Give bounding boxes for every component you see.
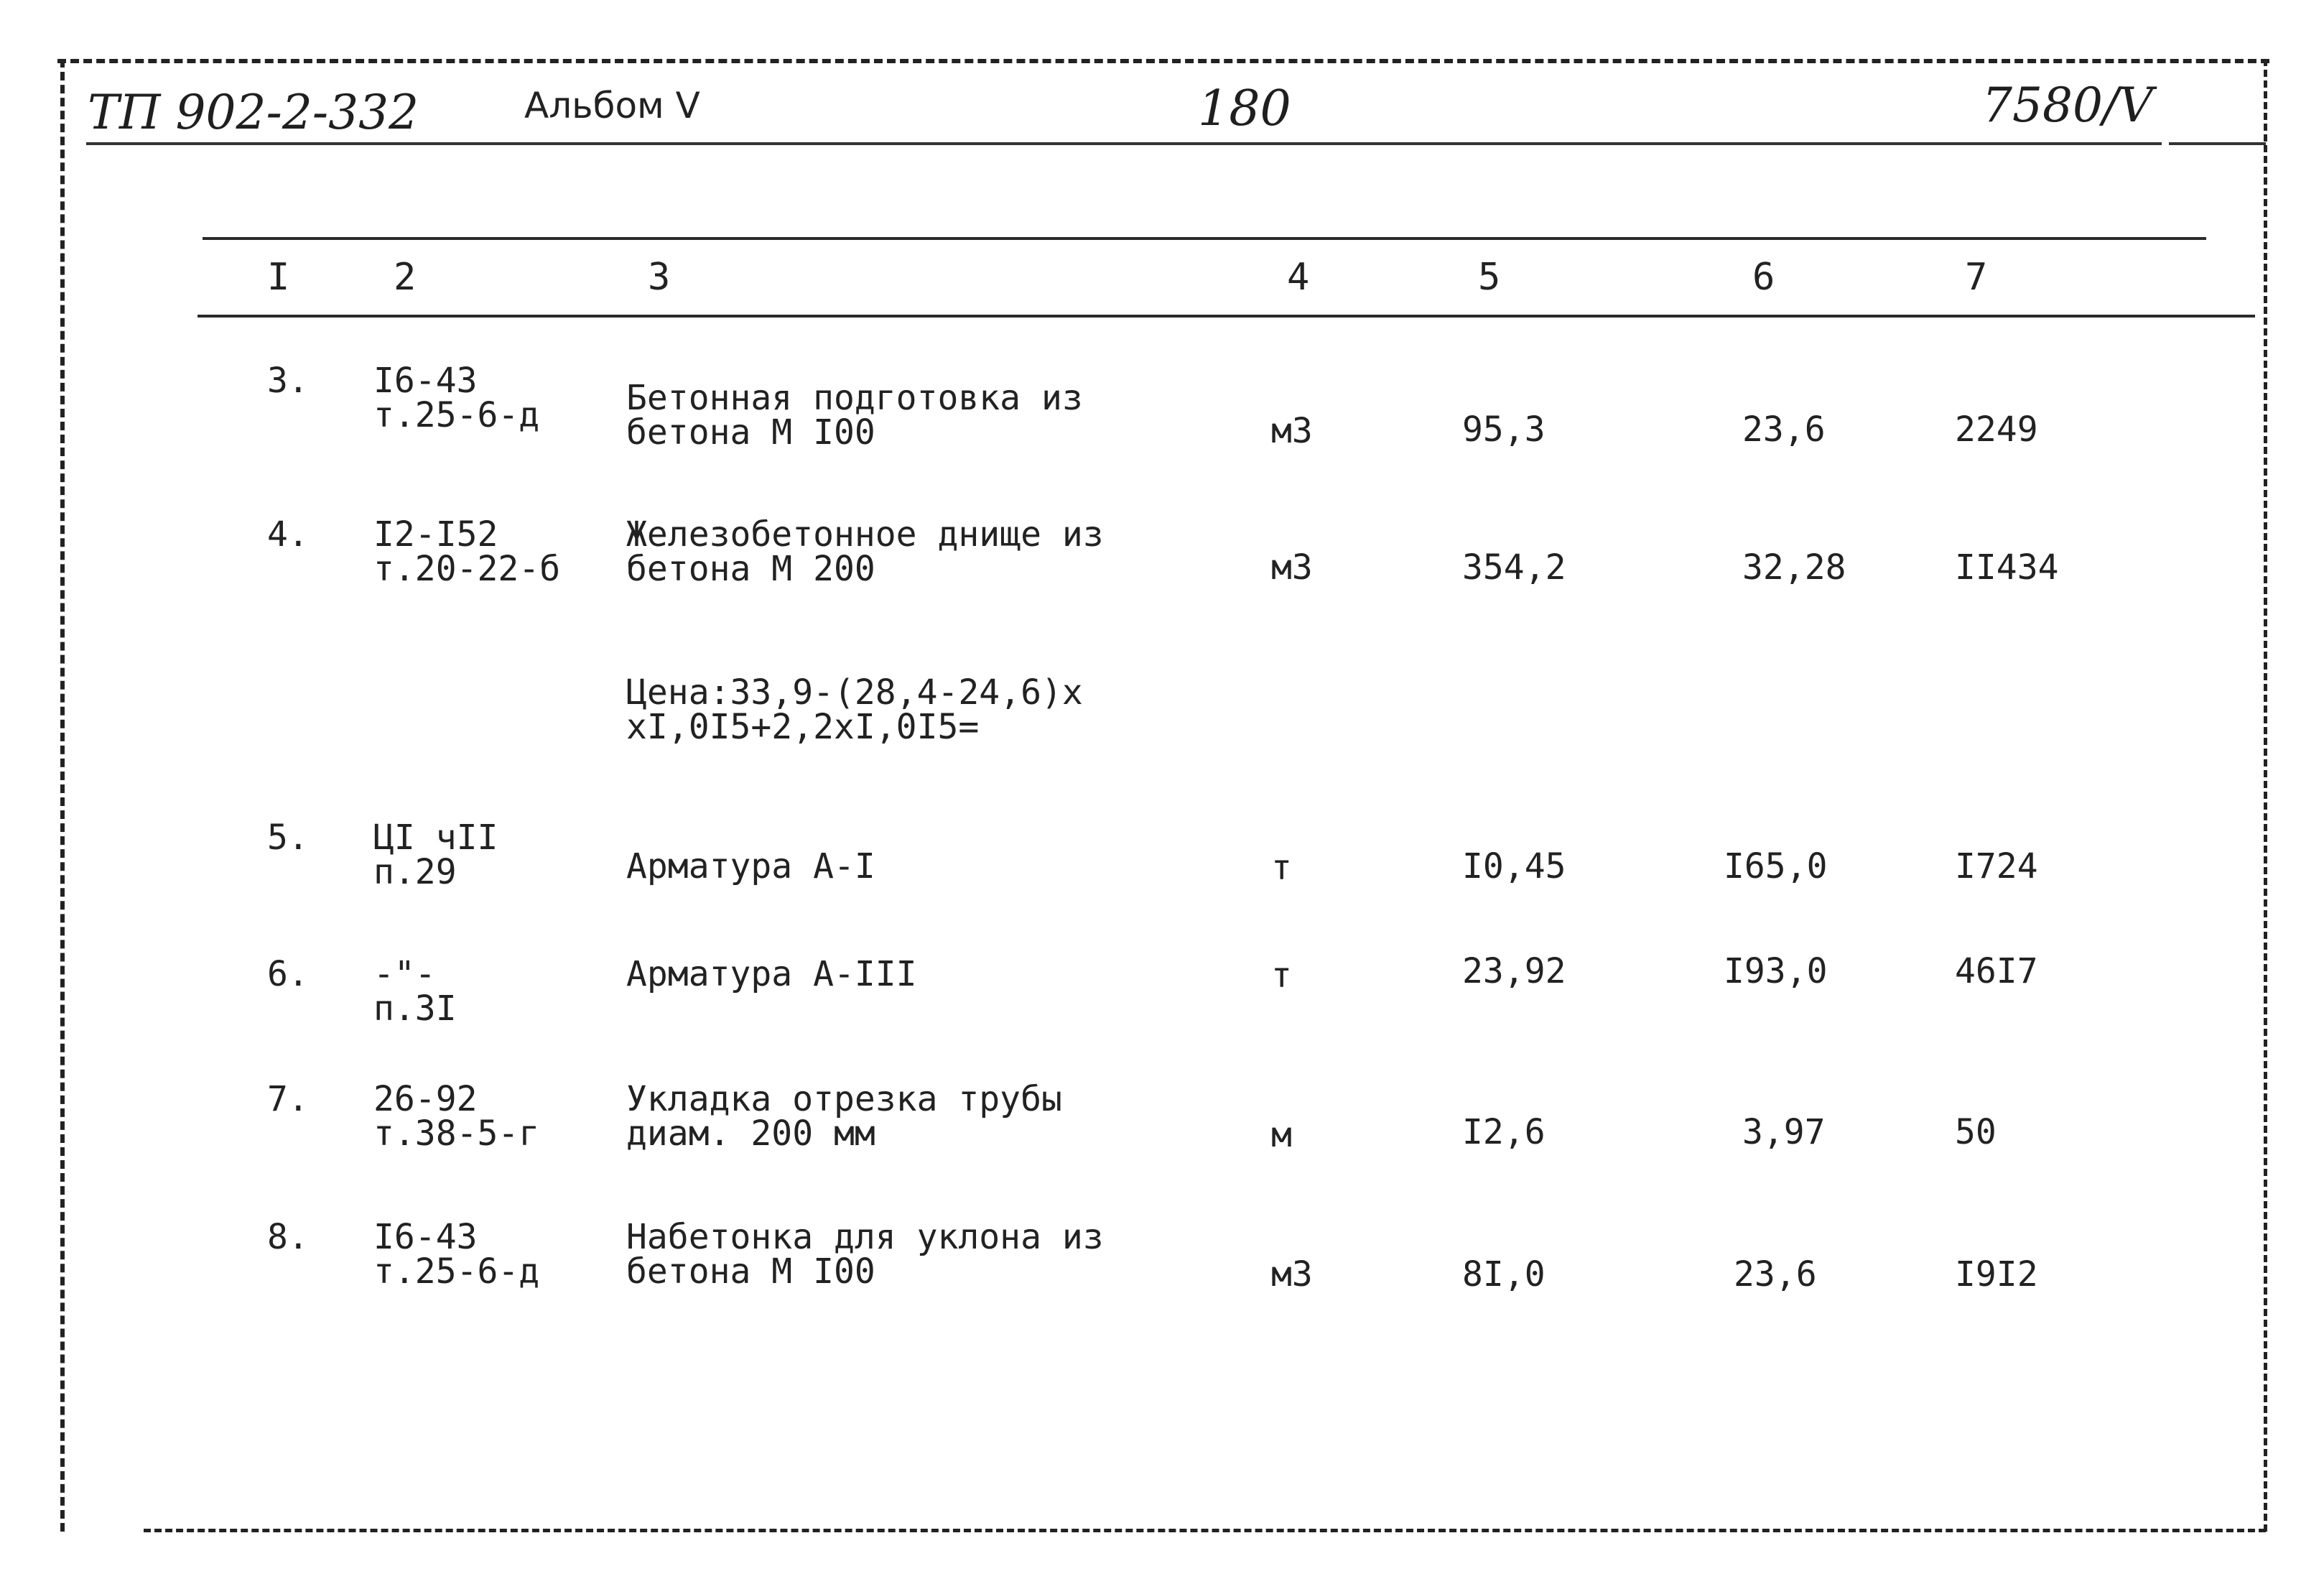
row-number: 4. bbox=[267, 514, 309, 555]
work-description: Набетонка для уклона из бетона М I00 bbox=[626, 1217, 1104, 1292]
row-number: 8. bbox=[267, 1217, 309, 1257]
total-cost: I9I2 bbox=[1955, 1254, 2038, 1295]
unit-price: I65,0 bbox=[1724, 846, 1828, 886]
project-code: ТП 902-2-332 bbox=[88, 85, 419, 140]
column-header-6: 6 bbox=[1752, 256, 1775, 299]
work-description: Арматура А-I bbox=[626, 846, 875, 886]
unit-price: 3,97 bbox=[1742, 1112, 1826, 1152]
norm-code: I2-I52 т.20-22-б bbox=[373, 514, 561, 589]
document-number: 7580/V bbox=[1982, 78, 2153, 133]
work-description: Железобетонное днище из бетона М 200 bbox=[626, 514, 1104, 589]
unit: м bbox=[1271, 1115, 1292, 1155]
total-cost: II434 bbox=[1955, 547, 2059, 588]
unit: т bbox=[1271, 955, 1292, 996]
norm-code: -"- п.3I bbox=[373, 954, 457, 1029]
norm-code: 26-92 т.38-5-г bbox=[373, 1079, 540, 1154]
column-header-4: 4 bbox=[1287, 256, 1310, 299]
page-number: 180 bbox=[1198, 80, 1291, 137]
album-label: Альбом V bbox=[524, 85, 700, 126]
quantity: I0,45 bbox=[1462, 846, 1566, 886]
unit-price: 32,28 bbox=[1742, 547, 1846, 588]
unit-price: 23,6 bbox=[1734, 1254, 1817, 1295]
norm-code: I6-43 т.25-6-д bbox=[373, 1217, 540, 1292]
quantity: 8I,0 bbox=[1462, 1254, 1546, 1295]
work-description: Бетонная подготовка из бетона М I00 bbox=[626, 378, 1083, 453]
total-cost: 50 bbox=[1955, 1112, 1997, 1152]
table-top-rule bbox=[203, 237, 2206, 240]
total-cost: I724 bbox=[1955, 846, 2038, 886]
unit: м3 bbox=[1271, 547, 1313, 588]
quantity: 95,3 bbox=[1462, 409, 1546, 450]
total-cost: 46I7 bbox=[1955, 951, 2038, 991]
header-rule-right bbox=[2169, 142, 2266, 145]
unit: м3 bbox=[1271, 1254, 1313, 1295]
unit: м3 bbox=[1271, 411, 1313, 451]
row-number: 7. bbox=[267, 1079, 309, 1119]
unit-price: 23,6 bbox=[1742, 409, 1826, 450]
quantity: I2,6 bbox=[1462, 1112, 1546, 1152]
unit: т bbox=[1271, 848, 1292, 888]
page-frame-left bbox=[60, 59, 65, 1532]
row-number: 3. bbox=[267, 361, 309, 401]
row-number: 5. bbox=[267, 818, 309, 858]
column-header-1: I bbox=[267, 256, 290, 299]
column-header-7: 7 bbox=[1965, 256, 1988, 299]
column-header-5: 5 bbox=[1478, 256, 1501, 299]
price-calculation-note: Цена:33,9-(28,4-24,6)х хI,0I5+2,2хI,0I5= bbox=[626, 672, 1083, 747]
column-header-3: 3 bbox=[648, 256, 671, 299]
table-header-rule bbox=[197, 315, 2255, 318]
unit-price: I93,0 bbox=[1724, 951, 1828, 991]
norm-code: ЦI чII п.29 bbox=[373, 818, 498, 892]
work-description: Арматура А-III bbox=[626, 954, 917, 994]
page-frame-top bbox=[57, 59, 2269, 63]
header-rule bbox=[86, 142, 2162, 145]
column-header-2: 2 bbox=[394, 256, 417, 299]
norm-code: I6-43 т.25-6-д bbox=[373, 361, 540, 435]
total-cost: 2249 bbox=[1955, 409, 2038, 450]
page-frame-right bbox=[2264, 59, 2267, 1532]
quantity: 23,92 bbox=[1462, 951, 1566, 991]
page-frame-bottom bbox=[144, 1529, 2266, 1532]
row-number: 6. bbox=[267, 954, 309, 994]
quantity: 354,2 bbox=[1462, 547, 1566, 588]
work-description: Укладка отрезка трубы диам. 200 мм bbox=[626, 1079, 1062, 1154]
